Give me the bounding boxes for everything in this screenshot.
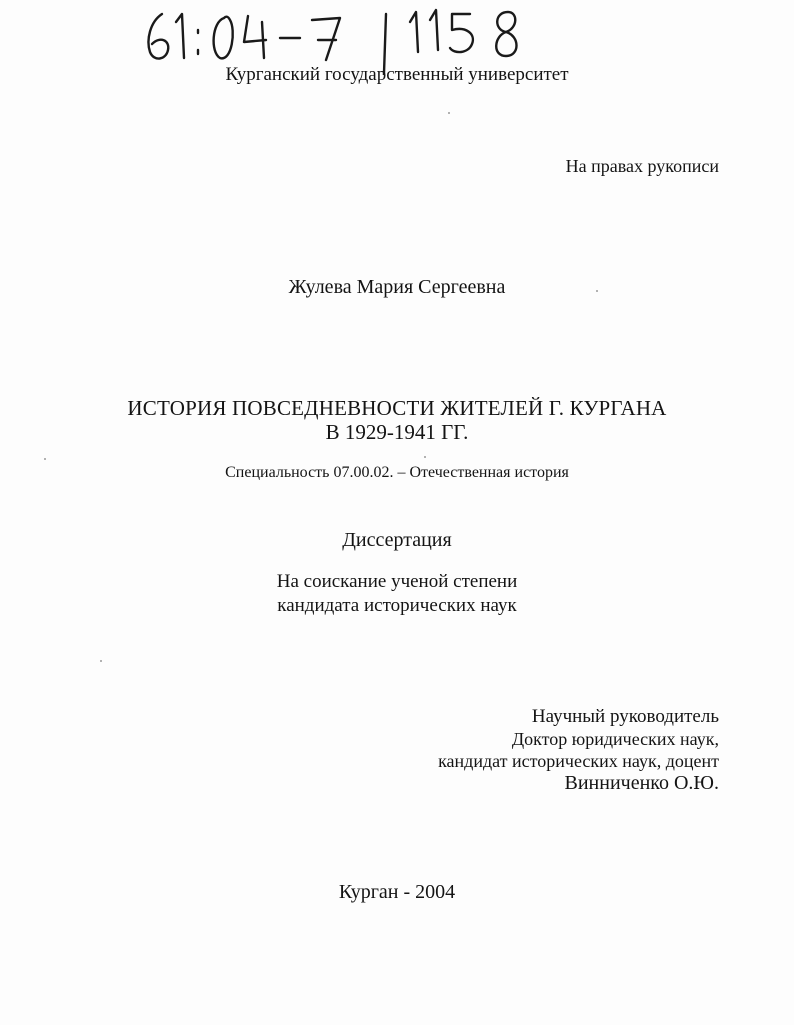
degree-line1: На соискание ученой степени — [276, 571, 518, 592]
dissertation-title-line1: ИСТОРИЯ ПОВСЕДНЕВНОСТИ ЖИТЕЛЕЙ Г. КУРГАНА — [127, 396, 667, 420]
supervisor-name: Винниченко О.Ю. — [564, 772, 719, 794]
supervisor-heading: Научный руководитель — [531, 706, 719, 727]
handwritten-archive-code — [140, 0, 560, 70]
scan-speck — [596, 290, 598, 292]
supervisor-degree1: Доктор юридических наук, — [511, 729, 719, 749]
rights-note: На правах рукописи — [565, 156, 719, 176]
scan-speck — [448, 112, 450, 114]
degree-line2: кандидата исторических наук — [277, 595, 517, 616]
scan-speck — [100, 660, 102, 662]
university-name: Курганский государственный университет — [225, 64, 569, 85]
scan-speck — [44, 458, 46, 460]
author-name: Жулева Мария Сергеевна — [288, 276, 506, 298]
dissertation-title-line2: В 1929-1941 ГГ. — [325, 420, 469, 444]
scan-speck — [424, 456, 426, 458]
specialty-line: Специальность 07.00.02. – Отечественная история — [225, 464, 569, 481]
supervisor-block — [438, 706, 719, 794]
document-type: Диссертация — [342, 529, 452, 551]
supervisor-degree2: кандидат исторических наук, доцент — [438, 751, 719, 771]
place-and-year: Курган - 2004 — [338, 881, 456, 903]
